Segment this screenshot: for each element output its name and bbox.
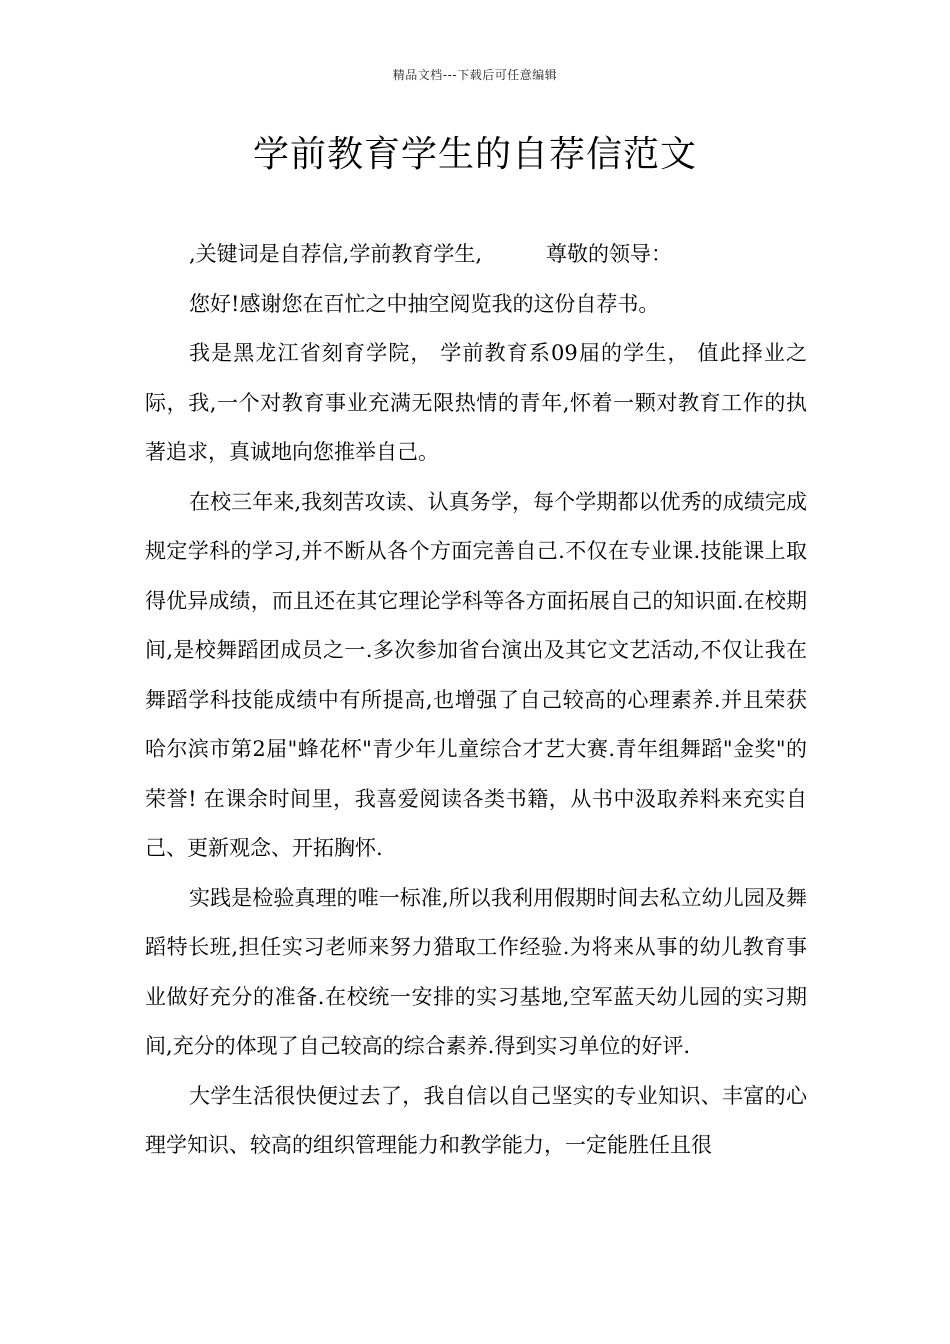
paragraph-practice: 实践是检验真理的唯一标准,所以我利用假期时间去私立幼儿园及舞蹈特长班,担任实习老师来努力猎取工作经验.为将来从事的幼儿教育事业做好充分的准备.在校统一安排的实习基地,空军蓝天幼儿园的实习期间,充分的体现了自己较高的综合素养.得到实习单位的好评.: [145, 885, 807, 1058]
paragraph-greeting: 您好!感谢您在百忙之中抽空阅览我的这份自荐书。: [189, 291, 660, 316]
paragraph-school-achievements: 在校三年来,我刻苦攻读、认真务学，每个学期都以优秀的成绩完成规定学科的学习,并不断从各个方面完善自己.不仅在专业课.技能课上取得优异成绩，而且还在其它理论学科等各方面拓展自己的知识面.在校期间,是校舞蹈团成员之一.多次参加省台演出及其它文艺活动,不仅让我在舞蹈学科技能成绩中有所提高,也增强了自己较高的心理素养.并且荣获哈尔滨市第2届"蜂花杯"青少年儿童综合才艺大赛.青年组舞蹈"金奖"的荣誉! 在课余时间里，我喜爱阅读各类书籍，从书中汲取养料来充实自己、更新观念、开拓胸怀.: [145, 489, 807, 860]
intro-line: [145, 230, 807, 280]
document-body: [145, 230, 807, 1171]
header-note: 精品文档---下载后可任意编辑: [392, 68, 558, 82]
paragraph-introduction: 我是黑龙江省刻育学院， 学前教育系09届的学生， 值此择业之际，我,一个对教育事业充满无限热情的青年,怀着一颗对教育工作的执著追求，真诚地向您推举自己。: [145, 341, 807, 464]
page-title: 学前教育学生的自荐信范文: [252, 134, 697, 175]
keywords-text: ,关键词是自荐信,学前教育学生,: [189, 242, 483, 266]
salutation-text: 尊敬的领导：: [546, 242, 673, 266]
paragraph-conclusion: 大学生活很快便过去了，我自信以自己坚实的专业知识、丰富的心理学知识、较高的组织管理能力和教学能力，一定能胜任且很: [145, 1083, 807, 1157]
